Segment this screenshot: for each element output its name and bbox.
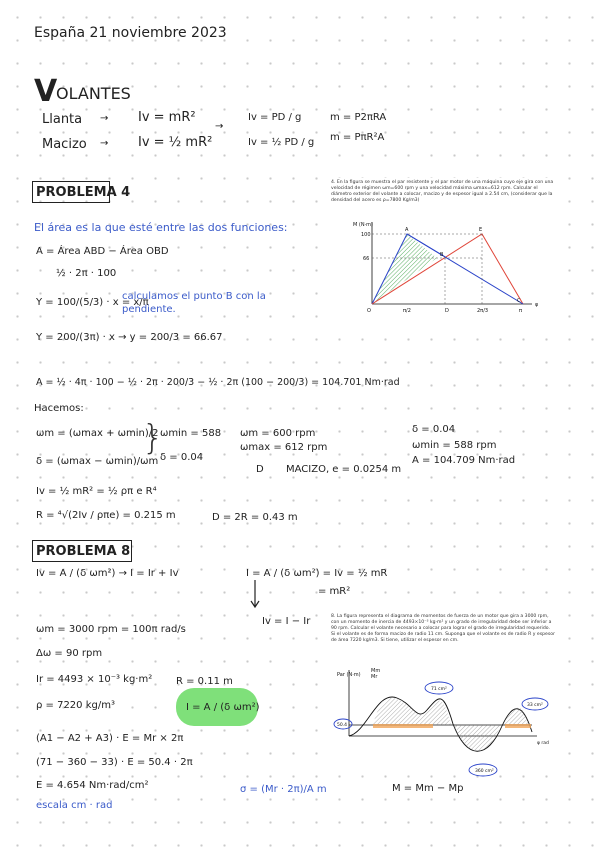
p8-ir: Ir = 4493 × 10⁻³ kg·m²	[36, 674, 153, 685]
fig1-x3: π	[519, 308, 523, 314]
fig2-mm-label: Mm	[371, 668, 381, 674]
fig1-pt-a: A	[405, 227, 409, 233]
p8-rho: ρ = 7220 kg/m³	[36, 700, 115, 711]
section-title: OLANTES	[56, 84, 131, 103]
p4-given2: ωmin = 588 rpm	[412, 440, 497, 451]
macizo-label: Macizo	[42, 137, 87, 152]
llanta-eq: Iv = mR²	[138, 110, 196, 125]
p8-line3: = mR²	[318, 586, 351, 597]
fig2-area1-label: 71 cm²	[431, 687, 447, 692]
fig1-ylabel: M (N·m)	[353, 222, 374, 228]
problema8-title: PROBLEMA 8	[36, 544, 131, 559]
p8-wm: ωm = 3000 rpm = 100π rad/s	[36, 624, 186, 635]
p8-line2: I = A / (δ ωm²) = Iv = ½ mR	[246, 568, 388, 579]
fig1-xlabel: φ	[535, 302, 539, 308]
p8-line4: Iv = I − Ir	[262, 616, 311, 627]
fig2-area1	[373, 698, 451, 725]
figure1-text: 4. En la figura se muestra el par resistente y el par motor de una máquina cuyo eje gira con una velocidad de régimen ωm=600 rpm y una velocidad máxima ωmax=612 rpm. Calcular el diámetro exterior del volante a colocar, macizo y de espesor igual a 2.54 cm, (considerar que la densidad del acero es ρ=7800 Kg/m3)	[331, 180, 554, 203]
p4-res2: δ = 0.04	[160, 452, 204, 463]
p4-d-line: D = 2R = 0.43 m	[212, 512, 298, 523]
p4-macizo: MACIZO, e = 0.0254 m	[286, 464, 402, 475]
p8-r: R = 0.11 m	[176, 676, 233, 687]
p4-line5: A = ½ · 4π · 100 − ½ · 2π · 200/3 − ½ · 2π (100 − 200/3) = 104.701 Nm·rad	[36, 377, 400, 388]
p4-hacemos: Hacemos:	[34, 403, 84, 414]
p4-line4: Y = 200/(3π) · x → y = 200/3 = 66.67	[36, 332, 223, 343]
fig1-tick-66: 66	[363, 256, 370, 262]
fig2-ylabel: Par (N·m)	[337, 672, 361, 678]
p8-sigma: σ = (Mr · 2π)/A m	[240, 784, 327, 795]
fig2-area3	[453, 725, 501, 751]
p4-wm: ωm = 600 rpm	[240, 428, 316, 439]
fig1-x1: π/2	[403, 308, 411, 314]
macizo-alt: Iv = ½ PD / g	[248, 137, 315, 148]
figure1-panel	[327, 178, 559, 320]
fig1-pt-d: D	[445, 308, 449, 314]
p4-given1: δ = 0.04	[412, 424, 456, 435]
fig2-area2-label: 33 cm²	[527, 703, 543, 708]
fig2-xlabel: φ rad	[537, 741, 549, 746]
fig2-mr-label: Mr	[371, 674, 378, 680]
p4-line3: Y = 100/(5/3) · x = x/π	[36, 297, 149, 308]
p4-res1: ωmin = 588	[160, 428, 222, 439]
p8-a-line: (A1 − A2 + A3) · E = Mr × 2π	[36, 733, 184, 744]
p4-note: calculamos el punto B con la pendiente.	[122, 291, 266, 315]
macizo-eq: Iv = ½ mR²	[138, 135, 213, 150]
figure2-chart	[327, 660, 559, 772]
figure2-panel	[327, 612, 559, 772]
figure1-chart	[327, 214, 559, 320]
p8-m-line: M = Mm − Mp	[392, 783, 464, 794]
fig1-pt-o: O	[367, 308, 371, 314]
fig1-x2: 2π/3	[477, 308, 489, 314]
p8-num-line: (71 − 360 − 33) · E = 50.4 · 2π	[36, 757, 193, 768]
macizo-m: m = PπR²A	[330, 132, 385, 143]
problema4-title: PROBLEMA 4	[36, 185, 131, 200]
p4-sys2: δ = (ωmax − ωmin)/ωm	[36, 456, 159, 467]
fig1-pt-c: C	[517, 298, 521, 304]
p8-dw: Δω = 90 rpm	[36, 648, 103, 659]
p8-line1: Iv = A / (δ ωm²) → I = Ir + Iv	[36, 568, 179, 579]
fig1-tick-100: 100	[361, 232, 371, 238]
section-initial: V	[34, 74, 58, 109]
p4-iv-line: Iv = ½ mR² = ½ ρπ e R⁴	[36, 486, 157, 497]
page-date: España 21 noviembre 2023	[34, 25, 227, 41]
p4-given3: A = 104.709 Nm·rad	[412, 455, 516, 466]
p4-sys1: ωm = (ωmax + ωmin)/2	[36, 428, 159, 439]
llanta-label: Llanta	[42, 112, 83, 127]
fig2-value-left: 50.4	[337, 723, 348, 728]
p4-line1: A = Área ABD − Área OBD	[36, 246, 169, 257]
p4-d-label: D	[256, 464, 264, 475]
llanta-alt: Iv = PD / g	[248, 112, 302, 123]
p8-escala: escala cm · rad	[36, 800, 113, 811]
p8-e-line: E = 4.654 Nm·rad/cm²	[36, 780, 149, 791]
problema4-intro: El área es la que esté entre las dos funciones:	[34, 221, 288, 234]
down-arrow-icon	[250, 580, 260, 610]
fig1-pt-e: E	[479, 227, 483, 233]
figure2-text: 8. La figura representa el diagrama de momentos de fuerza de un motor que gira a 3000 rpm, con un momento de inercia de 4493×10⁻³ kg·m² y un grado de irregularidad debe ser inferior a 90 rpm. Calcular el volante necesario a colocar para lograr el grado de irregularidad requerido. Si el volante es de forma macizo de radio 11 cm. Suponga que el volante es de radio R y espesor de área 7220 kg/m3. Si tiene, utilizar el espesor en cm.	[331, 614, 555, 643]
p4-wmax: ωmax = 612 rpm	[240, 442, 328, 453]
fig1-pt-b: B	[440, 252, 444, 258]
p4-line2: ½ · 2π · 100	[56, 268, 117, 279]
p8-highlight: I = A / (δ ωm²)	[186, 702, 260, 713]
llanta-m: m = P2πRA	[330, 112, 387, 123]
p4-r-line: R = ⁴√(2Iv / ρπe) = 0.215 m	[36, 510, 176, 521]
fig2-area3-label: 360 cm²	[475, 769, 494, 774]
